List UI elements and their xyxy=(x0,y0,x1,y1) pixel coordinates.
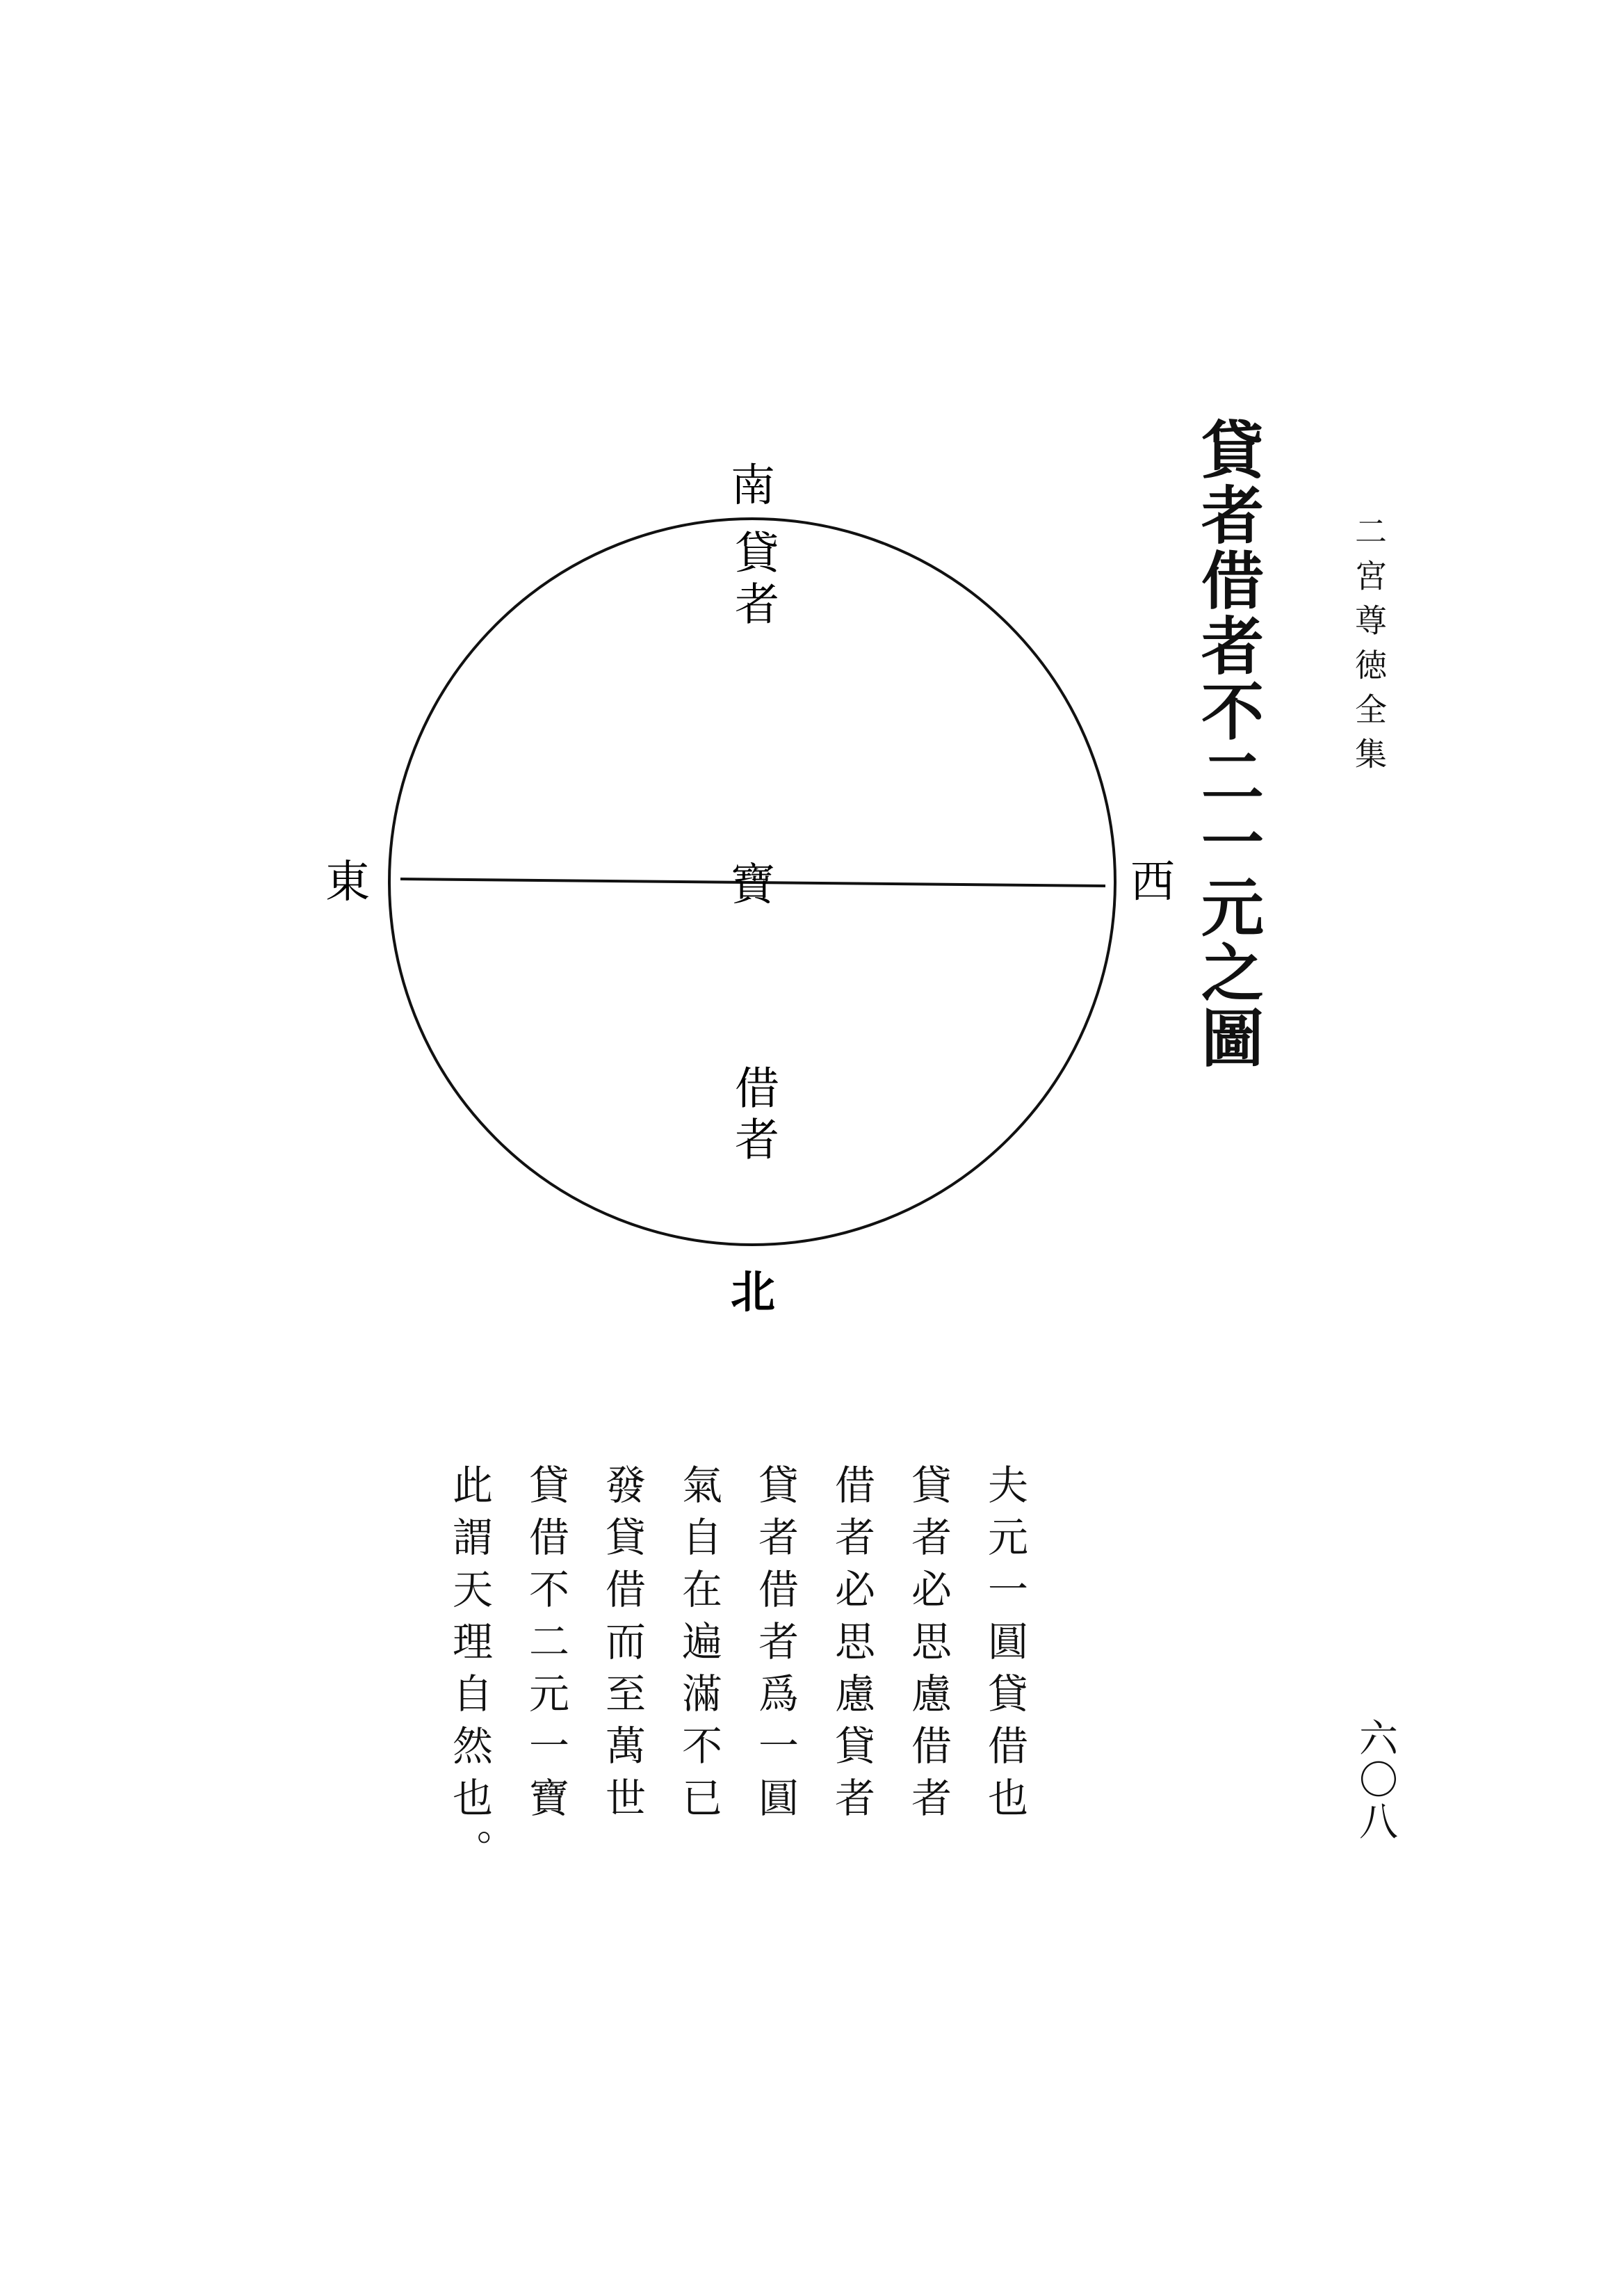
direction-east: 東 xyxy=(325,857,370,908)
body-column-6: 發貸借而至萬世 xyxy=(599,1464,646,1829)
direction-south: 南 xyxy=(731,460,775,512)
page-number: 六〇八 xyxy=(1353,1718,1398,1843)
label-borrower: 借者 xyxy=(727,1065,779,1168)
direction-north: 北 xyxy=(731,1266,775,1318)
body-column-5: 氣自在遍滿不已 xyxy=(675,1464,722,1829)
label-lender: 貸者 xyxy=(727,529,779,632)
label-treasure: 寶 xyxy=(731,860,775,911)
body-column-4: 貸者借者爲一圓 xyxy=(752,1464,799,1829)
running-head: 二宮尊徳全集 xyxy=(1350,515,1388,782)
body-column-3: 借者必思慮貸者 xyxy=(828,1464,875,1829)
body-column-7: 貸借不二元一寶 xyxy=(522,1464,569,1829)
body-column-8: 此謂天理自然也。 xyxy=(446,1464,493,1881)
direction-west: 西 xyxy=(1130,857,1175,908)
body-column-2: 貸者必思慮借者 xyxy=(904,1464,952,1829)
body-column-1: 夫元一圓貸借也 xyxy=(981,1464,1028,1829)
diagram-title: 貸者借者不二一元之圖 xyxy=(1190,417,1264,1071)
